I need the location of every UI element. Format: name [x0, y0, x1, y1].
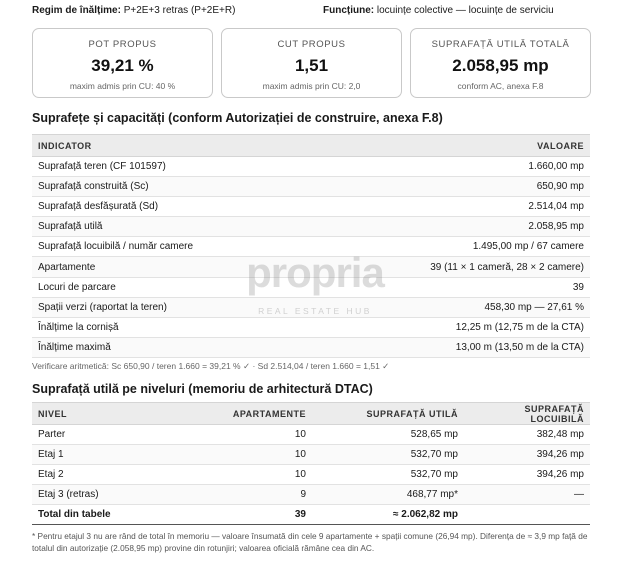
regim-label: Regim de înălțime:: [32, 5, 121, 16]
value-cell: 1.660,00 mp: [312, 157, 590, 177]
indicator-cell: Apartamente: [32, 257, 312, 277]
kpi-card-pot: [32, 28, 213, 98]
kpi-note: maxim admis prin CU: 40 %: [69, 81, 176, 91]
value-cell: 2.058,95 mp: [312, 217, 590, 237]
table-row: [32, 297, 590, 317]
watermark-subtitle: REAL ESTATE HUB: [258, 306, 372, 316]
kpi-label: POT PROPUS: [88, 39, 157, 50]
indicator-cell: Suprafață locuibilă / număr camere: [32, 237, 312, 257]
table-row: [32, 157, 590, 177]
indicator-cell: Suprafață construită (Sc): [32, 177, 312, 197]
indicators-table: [32, 134, 590, 358]
arithmetic-check: Verificare aritmetică: Sc 650,90 / teren 1.660 = 39,21 % ✓ · Sd 2.514,04 / teren 1.660 = 1,51 ✓: [32, 361, 390, 371]
kpi-label: SUPRAFAȚĂ UTILĂ TOTALĂ: [431, 39, 570, 50]
table-header-row: [32, 403, 590, 425]
table-row: [32, 277, 590, 297]
total-suprafata-utila: ≈ 2.062,82 mp: [312, 505, 464, 525]
col-apartamente: APARTAMENTE: [174, 403, 312, 425]
value-cell: 2.514,04 mp: [312, 197, 590, 217]
indicator-cell: Înălțime la cornișă: [32, 317, 312, 337]
kpi-card-suprafata-utila: [410, 28, 591, 98]
functiune-info: [323, 5, 554, 16]
total-label: Total din tabele: [32, 505, 174, 525]
total-row: [32, 505, 590, 525]
table-row: [32, 257, 590, 277]
kpi-note: maxim admis prin CU: 2,0: [262, 81, 361, 91]
watermark-brand: propria: [246, 249, 384, 296]
nivel-cell: Parter: [32, 425, 174, 445]
functiune-value: locuințe colective — locuințe de serviciu: [376, 5, 554, 16]
total-apartamente: 39: [174, 505, 312, 525]
suprafata-utila-cell: 532,70 mp: [312, 465, 464, 485]
kpi-value: 2.058,95 mp: [452, 56, 549, 75]
nivel-cell: Etaj 2: [32, 465, 174, 485]
kpi-cards: [32, 28, 590, 98]
value-cell: 12,25 m (12,75 m de la CTA): [312, 317, 590, 337]
header-line: [32, 5, 590, 19]
apartamente-cell: 10: [174, 445, 312, 465]
suprafata-locuibila-cell: 394,26 mp: [464, 445, 590, 465]
section-title-suprafete: Suprafețe și capacități (conform Autorizației de construire, anexa F.8): [32, 111, 443, 125]
nivel-cell: Etaj 3 (retras): [32, 485, 174, 505]
kpi-label: CUT PROPUS: [277, 39, 346, 50]
section-title-niveluri: Suprafață utilă pe niveluri (memoriu de arhitectură DTAC): [32, 382, 373, 396]
apartamente-cell: 10: [174, 425, 312, 445]
table-header-row: [32, 135, 590, 157]
table-row: [32, 237, 590, 257]
apartamente-cell: 10: [174, 465, 312, 485]
col-nivel: NIVEL: [32, 403, 174, 425]
suprafata-locuibila-cell: 382,48 mp: [464, 425, 590, 445]
table-row: [32, 425, 590, 445]
col-indicator: INDICATOR: [32, 135, 312, 157]
kpi-value: 1,51: [294, 56, 329, 75]
suprafata-utila-cell: 528,65 mp: [312, 425, 464, 445]
indicator-cell: Spații verzi (raportat la teren): [32, 297, 312, 317]
value-cell: 39 (11 × 1 cameră, 28 × 2 camere): [312, 257, 590, 277]
suprafata-locuibila-cell: 394,26 mp: [464, 465, 590, 485]
value-cell: 39: [312, 277, 590, 297]
indicator-cell: Înălțime maximă: [32, 337, 312, 357]
col-valoare: VALOARE: [312, 135, 590, 157]
table-row: [32, 197, 590, 217]
functiune-label: Funcțiune:: [323, 5, 375, 16]
kpi-card-cut: [221, 28, 402, 98]
indicator-cell: Suprafață utilă: [32, 217, 312, 237]
table-row: [32, 337, 590, 357]
value-cell: 13,00 m (13,50 m de la CTA): [312, 337, 590, 357]
footnote: * Pentru etajul 3 nu are rând de total în memoriu — valoare însumată din cele 9 apartamente + spații comune (26,94 mp). Diferența de ≈ 3,9 mp față de totalul din autorizație (2.058,95 mp) provine din rotunjiri; valoarea oficială rămâne cea din AC.: [32, 531, 588, 553]
total-suprafata-locuibila: [464, 505, 590, 525]
col-suprafata-utila: SUPRAFAȚĂ UTILĂ: [312, 403, 464, 425]
nivel-cell: Etaj 1: [32, 445, 174, 465]
value-cell: 650,90 mp: [312, 177, 590, 197]
table-row: [32, 177, 590, 197]
indicator-cell: Suprafață desfășurată (Sd): [32, 197, 312, 217]
apartamente-cell: 9: [174, 485, 312, 505]
table-row: [32, 485, 590, 505]
levels-table: [32, 402, 590, 525]
col-suprafata-locuibila: SUPRAFAȚĂ LOCUIBILĂ: [464, 403, 590, 425]
suprafata-locuibila-cell: —: [464, 485, 590, 505]
regim-info: [32, 5, 235, 16]
indicator-cell: Suprafață teren (CF 101597): [32, 157, 312, 177]
table-row: [32, 445, 590, 465]
kpi-note: conform AC, anexa F.8: [457, 81, 544, 91]
suprafata-utila-cell: 532,70 mp: [312, 445, 464, 465]
value-cell: 458,30 mp — 27,61 %: [312, 297, 590, 317]
kpi-value: 39,21 %: [91, 56, 154, 75]
indicator-cell: Locuri de parcare: [32, 277, 312, 297]
table-row: [32, 217, 590, 237]
value-cell: 1.495,00 mp / 67 camere: [312, 237, 590, 257]
regim-value: P+2E+3 retras (P+2E+R): [123, 5, 236, 16]
table-row: [32, 317, 590, 337]
table-row: [32, 465, 590, 485]
suprafata-utila-cell: 468,77 mp*: [312, 485, 464, 505]
